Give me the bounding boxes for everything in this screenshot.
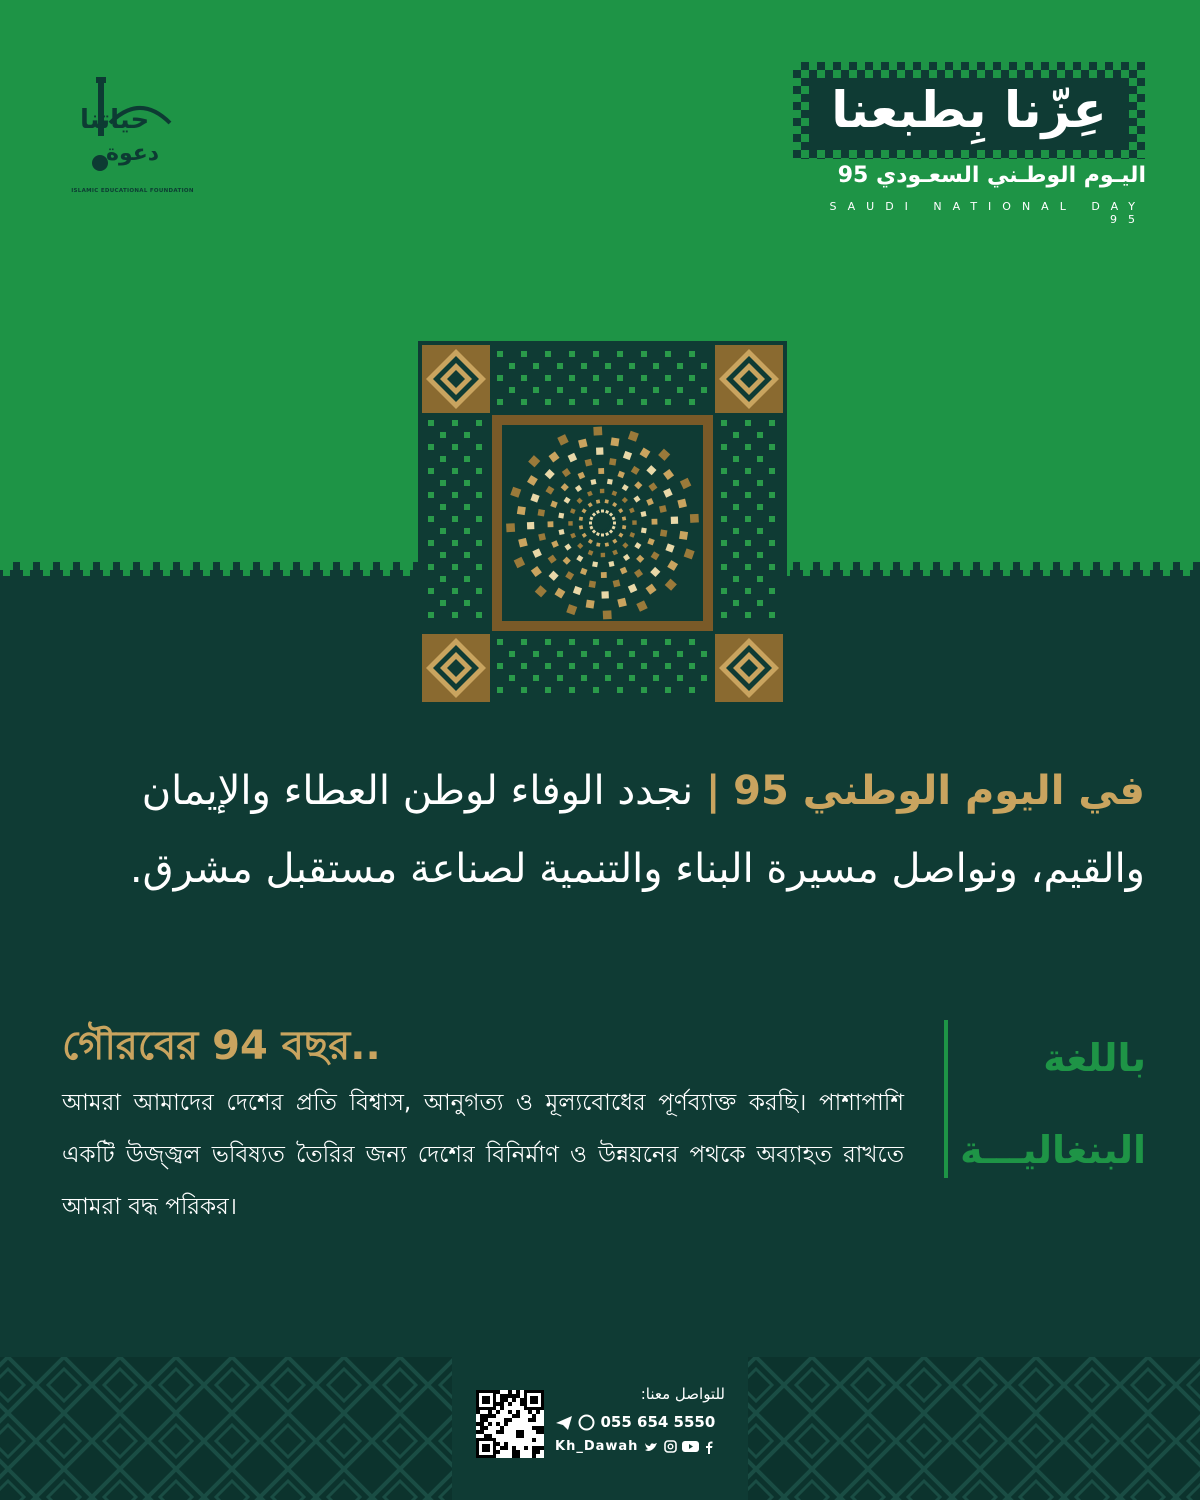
whatsapp-icon[interactable]	[578, 1414, 595, 1431]
language-label-line-1: باللغة	[1043, 1036, 1146, 1080]
arabic-line-2: والقيم، ونواصل مسيرة البناء والتنمية لصناعة مستقبل مشرق.	[129, 846, 1145, 892]
telegram-icon[interactable]	[555, 1415, 573, 1431]
social-handle[interactable]: Kh_Dawah	[555, 1439, 639, 1454]
footer-pattern-right	[748, 1357, 1200, 1500]
contact-label: للتواصل معنا:	[640, 1385, 725, 1403]
badge-english-subtitle: SAUDI NATIONAL DAY 95	[829, 200, 1146, 226]
instagram-icon[interactable]	[664, 1440, 677, 1453]
sadu-ornament	[418, 341, 787, 705]
logo-org-name: ISLAMIC EDUCATIONAL FOUNDATION	[71, 188, 194, 194]
national-day-badge	[793, 62, 1145, 159]
foundation-logo	[60, 75, 210, 210]
language-label	[960, 1012, 1146, 1196]
arabic-separator: |	[705, 768, 721, 814]
vertical-divider	[944, 1020, 948, 1178]
facebook-icon[interactable]	[705, 1440, 713, 1454]
bengali-body: আমরা আমাদের দেশের প্রতি বিশ্বাস, আনুগত্য ও মূল্যবোধের পূর্ণব্যাক্ত করছি। পাশাপাশি একটি উজ্জ্বল ভবিষ্যত তৈরির জন্য দেশের বিনির্মাণ ও উন্নয়নের পথকে অব্যাহত রাখতে আমরা বদ্ধ পরিকর।	[62, 1090, 904, 1220]
youtube-icon[interactable]	[682, 1440, 699, 1453]
arabic-line-1-rest: نجدد الوفاء لوطن العطاء والإيمان	[141, 768, 706, 814]
logo-arabic-bottom: دعوة	[106, 141, 160, 166]
bengali-title: গৌরবের 94 বছর..	[62, 1023, 381, 1069]
arabic-line-1	[40, 752, 1145, 830]
footer-pattern-left	[0, 1357, 452, 1500]
logo-arabic-top: حياتنا	[80, 105, 150, 135]
arabic-message	[40, 752, 1145, 908]
language-label-line-2: البنغاليـــة	[960, 1128, 1146, 1172]
handle-row	[555, 1439, 725, 1454]
arabic-highlight: في اليوم الوطني 95	[733, 768, 1145, 814]
badge-arabic-subtitle: اليـوم الوطـني السعـودي 95	[837, 163, 1146, 188]
phone-number[interactable]: 055 654 5550	[600, 1413, 716, 1431]
qr-code-icon[interactable]	[476, 1390, 544, 1458]
badge-title: عِزّنا بِطبعنا	[831, 81, 1107, 139]
phone-row	[555, 1413, 725, 1431]
twitter-icon[interactable]	[644, 1441, 658, 1453]
